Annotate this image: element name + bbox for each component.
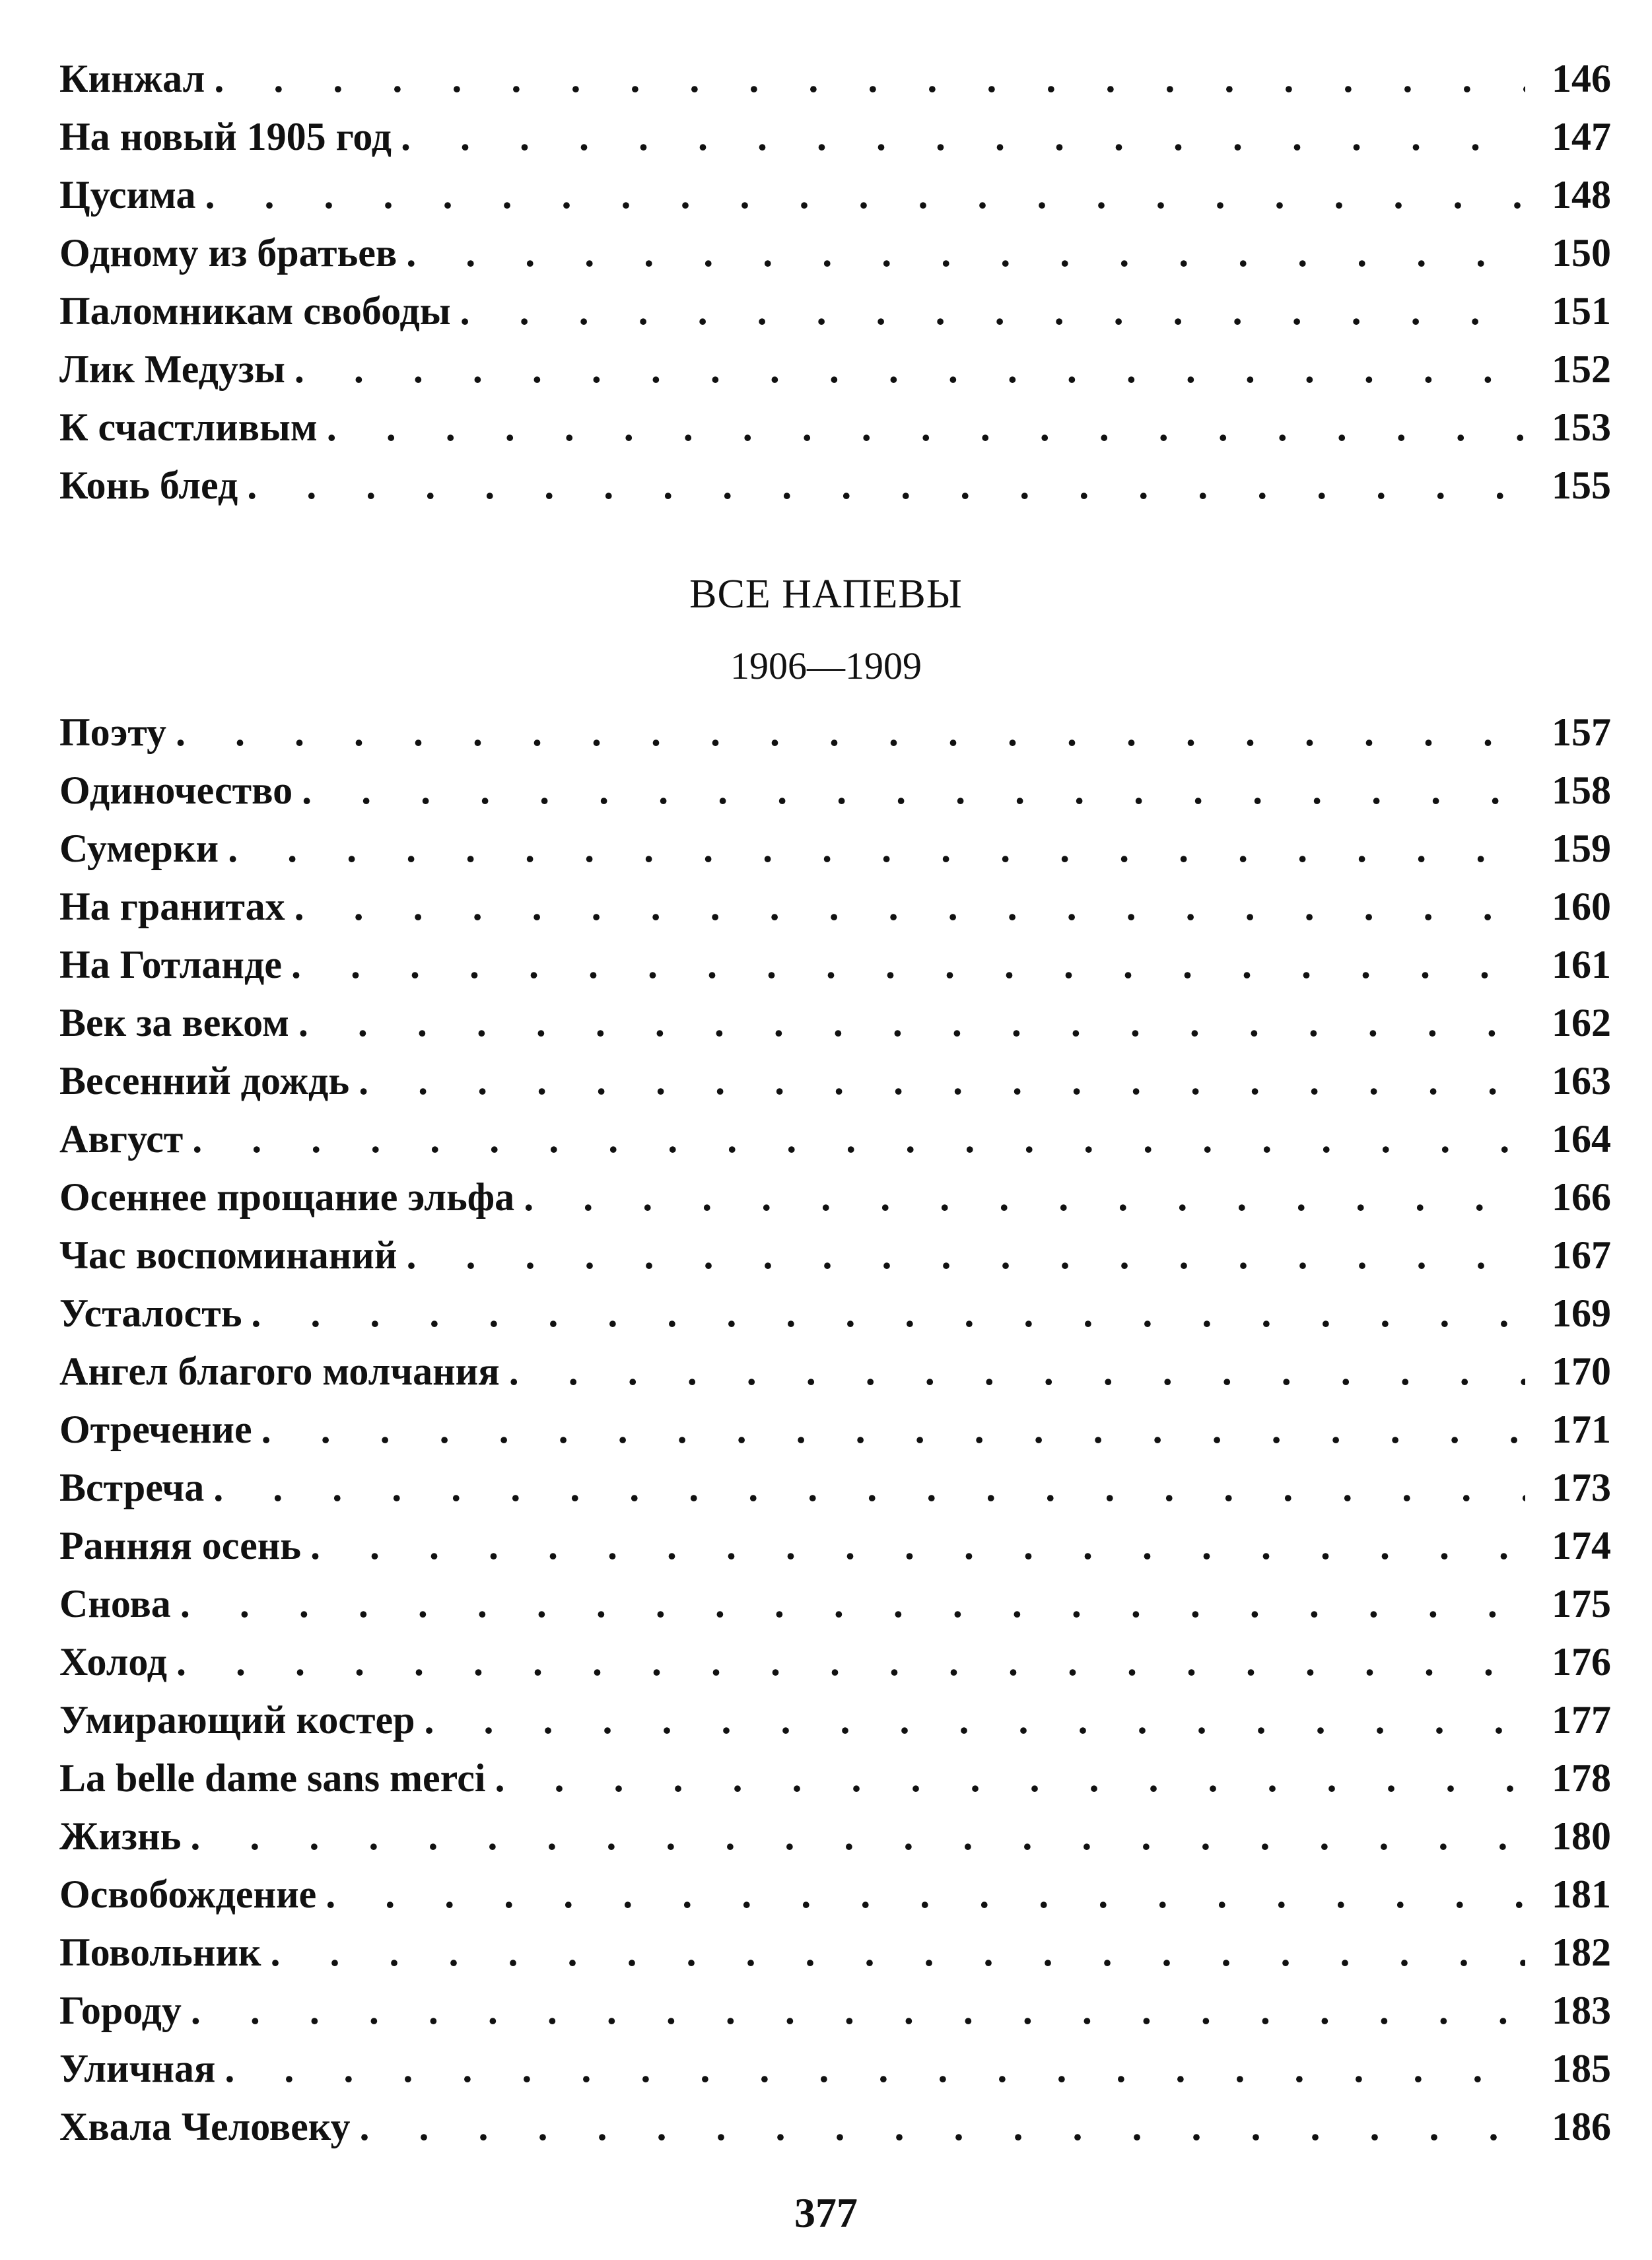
toc-entry [59,2104,1611,2162]
toc-entry-title: La belle dame sans merci [59,1756,486,1800]
dot-leader [509,1349,1525,1394]
toc-entry-title: Век за веком [59,1001,289,1044]
toc-entry [59,2046,1611,2104]
toc-entry-page: 160 [1552,885,1611,928]
toc-entry-title: Усталость [59,1291,242,1335]
toc-entry [59,1988,1611,2046]
toc-entry-page: 150 [1552,231,1611,275]
toc-entry-title: Час воспоминаний [59,1233,397,1277]
toc-entry-title: Жизнь [59,1814,182,1858]
dot-leader [294,884,1525,930]
toc-entry-page: 186 [1552,2105,1611,2148]
toc-entry [59,1465,1611,1523]
toc-entry [59,1930,1611,1988]
toc-entry-page: 173 [1552,1466,1611,1509]
toc-entry-title: К счастливым [59,405,318,449]
toc-entry-title: Паломникам свободы [59,289,451,333]
toc-entry [59,1639,1611,1697]
toc-entry-title: Цусима [59,173,196,217]
toc-entry-page: 151 [1552,289,1611,333]
dot-leader [176,710,1525,755]
toc-entry-title: Хвала Человеку [59,2105,351,2148]
toc-entry-title: Ангел благого молчания [59,1350,500,1393]
toc-entry [59,1349,1611,1407]
dot-leader [224,2046,1525,2092]
toc-entry [59,942,1611,1000]
toc-entry-title: Освобождение [59,1872,317,1916]
dot-leader [495,1756,1526,1801]
toc-entry [59,347,1611,405]
toc-entry-title: Одиночество [59,769,293,812]
toc-entry-title: Поэту [59,710,167,754]
toc-entry-title: Отречение [59,1408,252,1451]
toc-entry-title: Лик Медузы [59,347,285,391]
toc-entry [59,1291,1611,1349]
toc-entry-page: 163 [1552,1059,1611,1103]
toc-entry-page: 170 [1552,1350,1611,1393]
toc-entry-title: Умирающий костер [59,1698,415,1742]
toc-entry-page: 183 [1552,1989,1611,2032]
toc-entry-page: 166 [1552,1175,1611,1219]
toc-entry [59,768,1611,826]
dot-leader [192,1116,1525,1162]
section-title: ВСЕ НАПЕВЫ [689,572,963,617]
toc-entry [59,884,1611,942]
dot-leader [214,56,1525,102]
toc-entry-title: Снова [59,1582,171,1626]
dot-leader [298,1000,1525,1046]
dot-leader [460,289,1525,334]
toc-entry [59,1000,1611,1058]
dot-leader [291,942,1525,988]
toc-entry-page: 148 [1552,173,1611,217]
toc-entry-page: 158 [1552,769,1611,812]
toc-entry [59,1814,1611,1872]
toc-entry-title: Конь блед [59,463,238,507]
toc-entry-page: 175 [1552,1582,1611,1626]
dot-leader [190,1814,1525,1859]
toc-entry-title: На Готланде [59,943,282,986]
toc-entry-page: 164 [1552,1117,1611,1161]
toc-entry-title: Городу [59,1989,182,2032]
toc-entry-page: 147 [1552,115,1611,158]
dot-leader [327,405,1525,450]
toc-entry [59,1523,1611,1581]
toc-entry [59,405,1611,463]
toc-entry-page: 171 [1552,1408,1611,1451]
toc-entry-title: Повольник [59,1931,261,1974]
toc-entry [59,56,1611,114]
toc-entry [59,289,1611,347]
toc-entry-page: 185 [1552,2047,1611,2090]
toc-entry-page: 162 [1552,1001,1611,1044]
toc-entry-title: Встреча [59,1466,205,1509]
toc-entry [59,1872,1611,1930]
toc-entry [59,1756,1611,1814]
dot-leader [524,1175,1525,1220]
toc-entry [59,172,1611,230]
toc-entry-page: 159 [1552,827,1611,870]
toc-entry-page: 157 [1552,710,1611,754]
dot-leader [251,1291,1525,1336]
toc-list-part2 [59,710,1611,2162]
toc-entry-page: 167 [1552,1233,1611,1277]
toc-entry-title: Осеннее прощание эльфа [59,1175,515,1219]
dot-leader [191,1988,1525,2034]
dot-leader [302,768,1525,813]
toc-entry-title: Одному из братьев [59,231,397,275]
toc-entry-page: 161 [1552,943,1611,986]
page-number: 377 [794,2189,858,2236]
toc-entry-title: На гранитах [59,885,285,928]
toc-entry-title: Холод [59,1640,167,1684]
toc-entry-page: 152 [1552,347,1611,391]
toc-entry [59,826,1611,884]
toc-entry-title: Август [59,1117,184,1161]
dot-leader [406,230,1525,276]
toc-entry-page: 176 [1552,1640,1611,1684]
toc-entry [59,1175,1611,1233]
toc-entry-title: Уличная [59,2047,216,2090]
dot-leader [310,1523,1525,1569]
toc-entry [59,1407,1611,1465]
toc-entry-page: 153 [1552,405,1611,449]
dot-leader [294,347,1525,392]
toc-entry-page: 181 [1552,1872,1611,1916]
toc-entry-title: Ранняя осень [59,1524,302,1567]
toc-entry [59,1116,1611,1175]
toc-entry-page: 155 [1552,463,1611,507]
toc-entry [59,1581,1611,1639]
dot-leader [424,1697,1525,1743]
toc-entry [59,230,1611,289]
dot-leader [406,1233,1525,1278]
toc-entry-page: 177 [1552,1698,1611,1742]
toc-entry-page: 180 [1552,1814,1611,1858]
dot-leader [270,1930,1525,1975]
section-years: 1906—1909 [730,644,922,687]
toc-entry-page: 169 [1552,1291,1611,1335]
dot-leader [326,1872,1525,1917]
toc-entry-title: На новый 1905 год [59,115,392,158]
toc-entry-title: Весенний дождь [59,1059,350,1103]
toc-entry-page: 146 [1552,57,1611,100]
toc-entry-page: 174 [1552,1524,1611,1567]
toc-entry [59,1058,1611,1116]
toc-entry [59,1233,1611,1291]
toc-entry-title: Кинжал [59,57,205,100]
dot-leader [213,1465,1525,1511]
dot-leader [359,1058,1525,1104]
dot-leader [228,826,1525,872]
toc-list-part1 [59,56,1611,521]
toc-entry [59,1697,1611,1756]
toc-entry [59,463,1611,521]
toc-entry-page: 178 [1552,1756,1611,1800]
dot-leader [261,1407,1525,1453]
dot-leader [247,463,1525,508]
toc-entry-title: Сумерки [59,827,219,870]
toc-entry [59,710,1611,768]
dot-leader [180,1581,1525,1627]
toc-entry-page: 182 [1552,1931,1611,1974]
dot-leader [176,1639,1525,1685]
dot-leader [360,2104,1525,2150]
dot-leader [205,172,1525,218]
toc-entry [59,114,1611,172]
dot-leader [401,114,1525,160]
